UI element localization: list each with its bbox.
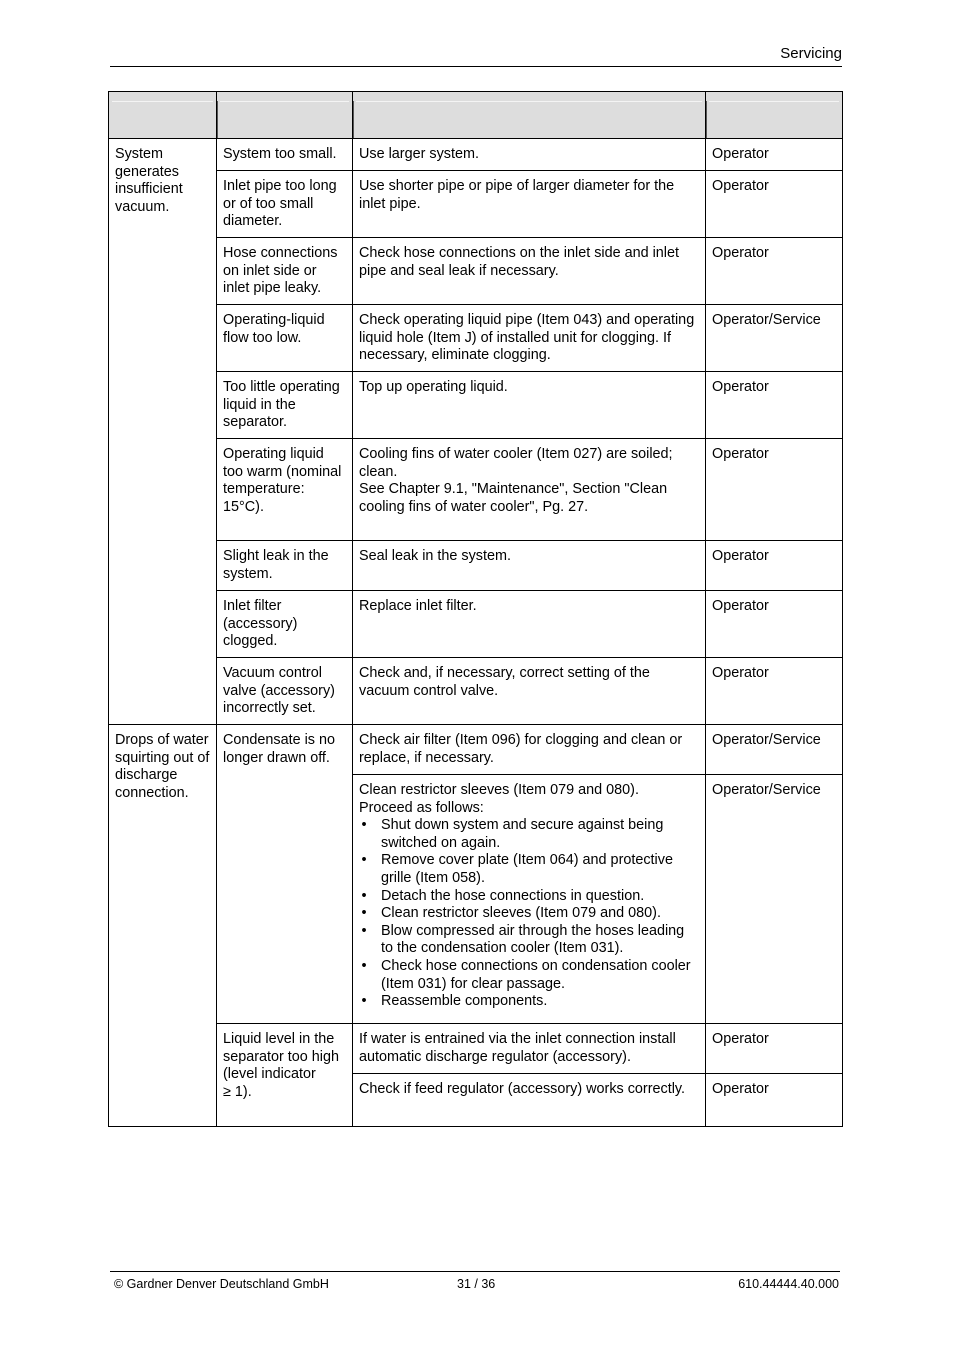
responsible-cell: Operator	[706, 372, 843, 439]
cause-cell: Inlet filter (accessory) clogged.	[217, 591, 353, 658]
header-cell-remedy	[353, 92, 706, 139]
table-row	[109, 591, 843, 658]
list-item: • Shut down system and secure against being switched on again.	[381, 817, 699, 852]
header-cell-by	[706, 92, 843, 139]
responsible-cell: Operator/Service	[706, 305, 843, 372]
cause-cell: Condensate is no longer drawn off.	[217, 725, 353, 1024]
table-row	[109, 658, 843, 725]
remedy-cell: Top up operating liquid.	[353, 372, 706, 439]
remedy-cell: If water is entrained via the inlet connection install automatic discharge regulator (accessory).	[353, 1024, 706, 1074]
responsible-cell: Operator	[706, 591, 843, 658]
list-item: • Detach the hose connections in question.	[381, 888, 699, 906]
list-item: • Check hose connections on condensation cooler (Item 031) for clear passage.	[381, 958, 699, 993]
cause-cell: Operating liquid too warm (nominal temperature: 15°C).	[217, 439, 353, 541]
page-number: 31 / 36	[457, 1277, 496, 1291]
fault-cell: Drops of water squirting out of discharge connection.	[109, 725, 217, 1127]
responsible-cell: Operator	[706, 1024, 843, 1074]
document-number: 610.44444.40.000	[738, 1277, 839, 1291]
cause-cell: Operating-liquid flow too low.	[217, 305, 353, 372]
table-row	[109, 541, 843, 591]
table-row	[109, 238, 843, 305]
remedy-cell	[353, 775, 706, 1024]
header-divider	[110, 66, 842, 67]
list-item: • Clean restrictor sleeves (Item 079 and 080).	[381, 905, 699, 923]
responsible-cell: Operator	[706, 541, 843, 591]
remedy-cell: Check air filter (Item 096) for clogging and clean or replace, if necessary.	[353, 725, 706, 775]
table-row	[109, 139, 843, 171]
header-cell-cause	[217, 92, 353, 139]
responsible-cell: Operator	[706, 658, 843, 725]
cause-cell: Vacuum control valve (accessory) incorrectly set.	[217, 658, 353, 725]
responsible-cell: Operator	[706, 139, 843, 171]
responsible-cell: Operator	[706, 238, 843, 305]
remedy-cell: Cooling fins of water cooler (Item 027) are soiled; clean. See Chapter 9.1, "Maintenance", Section "Clean cooling fins of water cooler", Pg. 27.	[353, 439, 706, 541]
cause-cell: Inlet pipe too long or of too small diameter.	[217, 171, 353, 238]
table-row	[109, 1024, 843, 1074]
remedy-cell: Check operating liquid pipe (Item 043) and operating liquid hole (Item J) of installed unit for clogging. If necessary, eliminate clogging.	[353, 305, 706, 372]
table-row	[109, 725, 843, 775]
list-item: • Remove cover plate (Item 064) and protective grille (Item 058).	[381, 852, 699, 887]
responsible-cell: Operator	[706, 171, 843, 238]
table-row	[109, 372, 843, 439]
cause-cell: Too little operating liquid in the separator.	[217, 372, 353, 439]
cause-cell: Slight leak in the system.	[217, 541, 353, 591]
cause-cell: Hose connections on inlet side or inlet pipe leaky.	[217, 238, 353, 305]
footer-divider	[110, 1271, 840, 1272]
footer-copyright: © Gardner Denver Deutschland GmbH	[114, 1277, 329, 1291]
responsible-cell: Operator/Service	[706, 775, 843, 1024]
section-title: Servicing	[780, 45, 842, 62]
remedy-cell: Replace inlet filter.	[353, 591, 706, 658]
remedy-cell: Use shorter pipe or pipe of larger diameter for the inlet pipe.	[353, 171, 706, 238]
procedure-steps	[359, 817, 699, 1011]
responsible-cell: Operator	[706, 1074, 843, 1127]
table-row	[109, 439, 843, 541]
remedy-cell: Check hose connections on the inlet side and inlet pipe and seal leak if necessary.	[353, 238, 706, 305]
table-row	[109, 305, 843, 372]
remedy-cell: Check and, if necessary, correct setting of the vacuum control valve.	[353, 658, 706, 725]
fault-cell: System generates insufficient vacuum.	[109, 139, 217, 725]
troubleshooting-table	[108, 91, 843, 1127]
list-item: • Blow compressed air through the hoses leading to the condensation cooler (Item 031).	[381, 923, 699, 958]
remedy-intro: Clean restrictor sleeves (Item 079 and 080). Proceed as follows:	[359, 782, 639, 816]
cause-cell: Liquid level in the separator too high (level indicator ≥ 1).	[217, 1024, 353, 1127]
responsible-cell: Operator	[706, 439, 843, 541]
remedy-cell: Seal leak in the system.	[353, 541, 706, 591]
responsible-cell: Operator/Service	[706, 725, 843, 775]
table-row	[109, 171, 843, 238]
cause-cell: System too small.	[217, 139, 353, 171]
list-item: • Reassemble components.	[381, 993, 699, 1011]
table-header-row	[109, 92, 843, 139]
remedy-cell: Use larger system.	[353, 139, 706, 171]
header-cell-fault	[109, 92, 217, 139]
remedy-cell: Check if feed regulator (accessory) works correctly.	[353, 1074, 706, 1127]
